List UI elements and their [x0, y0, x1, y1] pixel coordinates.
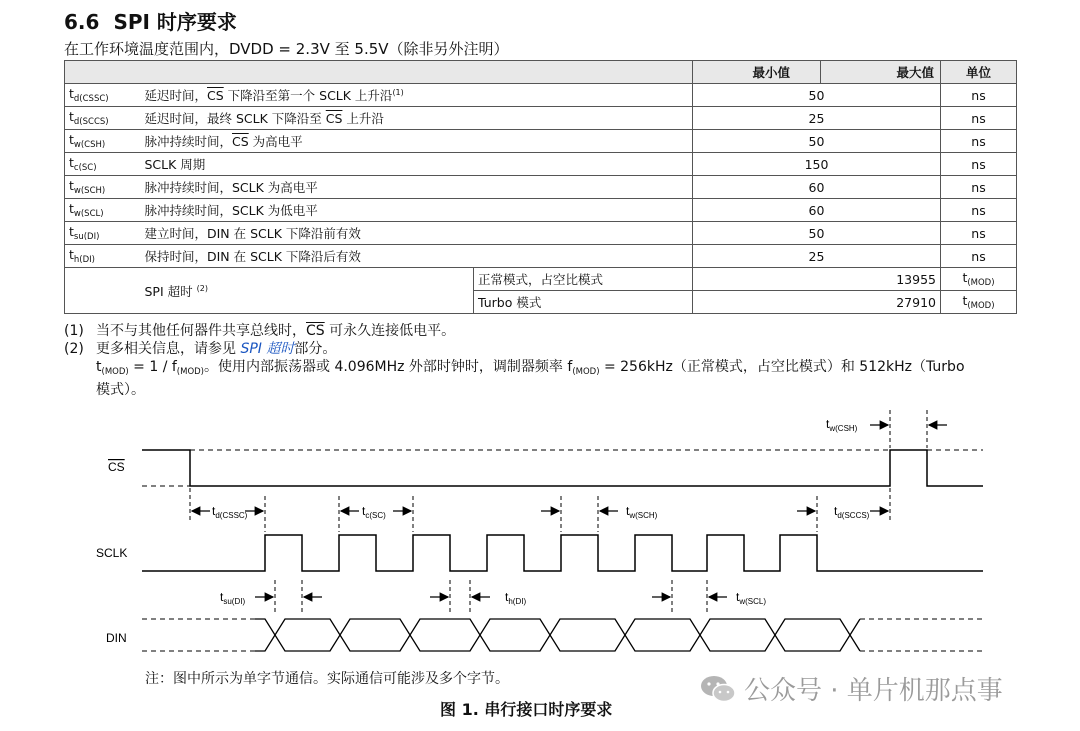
param-min: 60: [693, 176, 941, 199]
param-symbol: $t_{su(DI)}$: [65, 222, 141, 245]
param-symbol: $t_{h(DI)}$: [65, 245, 141, 268]
timeout-footnote: (2): [196, 283, 208, 293]
label-tsu-di: $t_{su(DI)}$: [220, 590, 246, 606]
table-row: [65, 199, 1017, 222]
sclk-waveform: [142, 535, 983, 571]
label-tw-csh: $t_{w(CSH)}$: [826, 417, 858, 433]
footnotes: [64, 322, 1024, 399]
footnote-2-detail: $t_{(MOD)} = 1 / f_{(MOD)}$。使用内部振荡器或 4.096MHz 外部时钟时，调制器频率 $f_{(MOD)} = 256kHz$（正常模式，占空比模式）和 512kHz（Turbo 模式）。: [96, 359, 965, 398]
param-unit: ns: [941, 84, 1017, 107]
table-row: [65, 84, 1017, 107]
signal-din: DIN: [106, 631, 127, 645]
header-unit: 单位: [941, 61, 1017, 84]
footnote-2-num: (2): [64, 341, 84, 357]
table-row: [65, 130, 1017, 153]
param-description: 延迟时间，最终 SCLK 下降沿至 $\overline{CS}$ 上升沿: [141, 107, 693, 130]
param-symbol: $t_{w(CSH)}$: [65, 130, 141, 153]
watermark: [700, 670, 1003, 707]
label-th-di: $t_{h(DI)}$: [505, 590, 527, 606]
timeout-mode-turbo: Turbo 模式: [474, 291, 693, 314]
param-unit: ns: [941, 153, 1017, 176]
param-description: 脉冲持续时间，$\overline{CS}$ 为高电平: [141, 130, 693, 153]
param-unit: ns: [941, 107, 1017, 130]
timeout-label-cell: [141, 268, 474, 314]
section-title: [64, 6, 237, 35]
label-tw-scl: $t_{w(SCL)}$: [736, 590, 767, 606]
operating-condition: 在工作环境温度范围内，DVDD = 2.3V 至 5.5V（除非另外注明）: [64, 40, 509, 58]
timeout-max-turbo: 27910: [693, 291, 941, 314]
timeout-sym-cell: [65, 268, 141, 314]
spi-timing-diagram: [0, 400, 1080, 665]
param-description: 脉冲持续时间，SCLK 为高电平: [141, 176, 693, 199]
param-min: 150: [693, 153, 941, 176]
param-min: 60: [693, 199, 941, 222]
param-min: 50: [693, 84, 941, 107]
header-min: 最小值: [693, 61, 821, 84]
label-td-sccs: $t_{d(SCCS)}$: [834, 504, 870, 520]
footnote-1: (1) 当不与其他任何器件共享总线时，$\overline{CS}$ 可永久连接低电平。: [64, 323, 456, 339]
label-tc-sc: $t_{c(SC)}$: [362, 504, 386, 520]
param-unit: ns: [941, 199, 1017, 222]
spi-timing-table: [64, 60, 1017, 314]
timeout-unit-turbo: $t_{(MOD)}$: [941, 291, 1017, 314]
section-heading: SPI 时序要求: [113, 10, 237, 34]
param-symbol: $t_{w(SCL)}$: [65, 199, 141, 222]
param-description: 保持时间，DIN 在 SCLK 下降沿后有效: [141, 245, 693, 268]
footnote-2: (2) 更多相关信息，请参见 SPI 超时部分。: [64, 341, 337, 357]
cs-waveform: [142, 450, 983, 486]
table-row: [65, 176, 1017, 199]
param-min: 25: [693, 245, 941, 268]
param-description: SCLK 周期: [141, 153, 693, 176]
figure-note: 注：图中所示为单字节通信。实际通信可能涉及多个字节。: [145, 671, 509, 687]
param-min: 50: [693, 130, 941, 153]
param-symbol: $t_{d(SCCS)}$: [65, 107, 141, 130]
param-description: 脉冲持续时间，SCLK 为低电平: [141, 199, 693, 222]
param-unit: ns: [941, 245, 1017, 268]
param-symbol: $t_{c(SC)}$: [65, 153, 141, 176]
param-symbol: $t_{w(SCH)}$: [65, 176, 141, 199]
table-row: [65, 245, 1017, 268]
section-number: 6.6: [64, 10, 100, 34]
param-unit: ns: [941, 222, 1017, 245]
header-max: 最大值: [821, 61, 941, 84]
wechat-icon: [700, 674, 736, 704]
spi-timeout-link[interactable]: SPI 超时: [240, 341, 295, 357]
timeout-unit-normal: $t_{(MOD)}$: [941, 268, 1017, 291]
table-header-row: [65, 61, 1017, 84]
param-min: 25: [693, 107, 941, 130]
param-unit: ns: [941, 176, 1017, 199]
din-waveform: [142, 619, 983, 651]
param-unit: ns: [941, 130, 1017, 153]
timeout-max-normal: 13955: [693, 268, 941, 291]
param-description: 建立时间，DIN 在 SCLK 下降沿前有效: [141, 222, 693, 245]
param-min: 50: [693, 222, 941, 245]
signal-sclk: SCLK: [96, 546, 128, 560]
timeout-label: SPI 超时: [144, 283, 193, 299]
watermark-text: 公众号 · 单片机那点事: [744, 676, 1003, 706]
label-td-cssc: $t_{d(CSSC)}$: [212, 504, 248, 520]
timeout-mode-normal: 正常模式，占空比模式: [474, 268, 693, 291]
table-row: [65, 107, 1017, 130]
cs-overline: $\overline{CS}$: [306, 323, 325, 339]
header-blank: [65, 61, 693, 84]
label-tw-sch: $t_{w(SCH)}$: [626, 504, 658, 520]
figure-caption: 图 1. 串行接口时序要求: [440, 700, 613, 719]
table-row-timeout-normal: [65, 268, 1017, 291]
footnote-1-num: (1): [64, 323, 84, 339]
table-row: [65, 222, 1017, 245]
param-symbol: $t_{d(CSSC)}$: [65, 84, 141, 107]
table-row: [65, 153, 1017, 176]
signal-cs: CS: [108, 460, 125, 474]
param-description: 延迟时间，$\overline{CS}$ 下降沿至第一个 SCLK 上升沿$^{(1)}$: [141, 84, 693, 107]
